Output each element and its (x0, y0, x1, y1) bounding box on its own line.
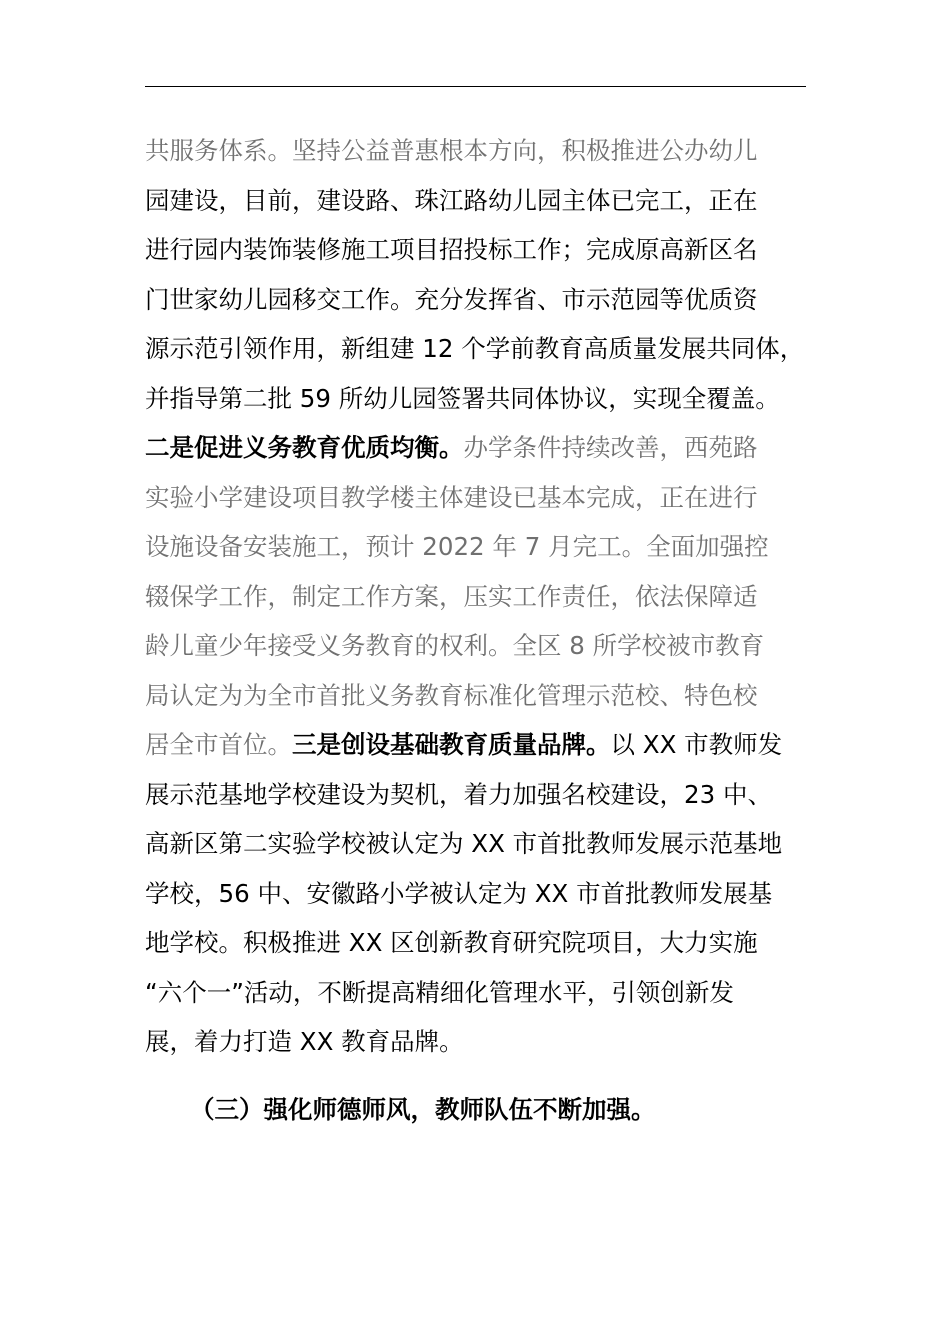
paragraph-line (145, 671, 835, 721)
paragraph-line (145, 126, 835, 176)
paragraph-line (145, 819, 835, 869)
paragraph-line (145, 1017, 835, 1067)
paragraph-line (145, 720, 835, 770)
text-segment: 进行园内装饰装修施工项目招投标工作；完成原高新区名 (145, 235, 758, 264)
paragraph-line (145, 572, 835, 622)
paragraph-line (145, 176, 835, 226)
paragraph-line (145, 324, 835, 374)
text-segment: 展，着力打造 XX 教育品牌。 (145, 1027, 464, 1056)
text-segment: 门世家幼儿园移交工作。充分发挥省、市示范园等优质资 (145, 284, 758, 314)
bold-lead-phrase: 二是促进义务教育优质均衡。 (145, 433, 464, 462)
text-segment: 源示范引领作用，新组建 12 个学前教育高质量发展共同体， (145, 334, 805, 363)
paragraph-line (145, 374, 835, 424)
text-segment: 局认定为为全市首批义务教育标准化管理示范校、特色校 (145, 680, 758, 710)
text-segment: “六个一”活动，不断提高精细化管理水平，引领创新发 (145, 977, 734, 1007)
bold-lead-phrase: 三是创设基础教育质量品牌。 (292, 730, 611, 759)
paragraph-line (145, 225, 835, 275)
paragraph-line (145, 918, 835, 968)
text-segment: 高新区第二实验学校被认定为 XX 市首批教师发展示范基地 (145, 829, 783, 858)
paragraph-line (145, 275, 835, 325)
text-segment: 园建设，目前，建设路、珠江路幼儿园主体已完工，正在 (145, 185, 758, 215)
text-segment: 共服务体系。坚持公益普惠根本方向，积极推进公办幼儿 (145, 136, 758, 165)
text-segment: 龄儿童少年接受义务教育的权利。全区 8 所学校被市教育 (145, 631, 765, 660)
body-paragraph (145, 126, 835, 1067)
text-segment: 居全市首位。 (145, 730, 292, 759)
text-segment: 以 XX 市教师发 (610, 730, 783, 759)
paragraph-line (145, 869, 835, 919)
text-segment: 实验小学建设项目教学楼主体建设已基本完成，正在进行 (145, 482, 758, 512)
section-heading: （三）强化师德师风，教师队伍不断加强。 (190, 1095, 656, 1124)
text-segment: 设施设备安装施工，预计 2022 年 7 月完工。全面加强控 (145, 532, 769, 561)
paragraph-line (145, 423, 835, 473)
text-segment: 展示范基地学校建设为契机，着力加强名校建设，23 中、 (145, 779, 772, 809)
header-rule (145, 86, 806, 87)
paragraph-line (145, 968, 835, 1018)
text-segment: 办学条件持续改善，西苑路 (463, 433, 758, 462)
paragraph-line (145, 621, 835, 671)
text-segment: 地学校。积极推进 XX 区创新教育研究院项目，大力实施 (145, 928, 758, 957)
text-segment: 并指导第二批 59 所幼儿园签署共同体协议，实现全覆盖。 (145, 383, 780, 413)
paragraph-line (145, 770, 835, 820)
paragraph-line (145, 522, 835, 572)
text-segment: 辍保学工作，制定工作方案，压实工作责任，依法保障适 (145, 581, 758, 611)
paragraph-line (145, 473, 835, 523)
text-segment: 学校，56 中、安徽路小学被认定为 XX 市首批教师发展基 (145, 878, 773, 908)
